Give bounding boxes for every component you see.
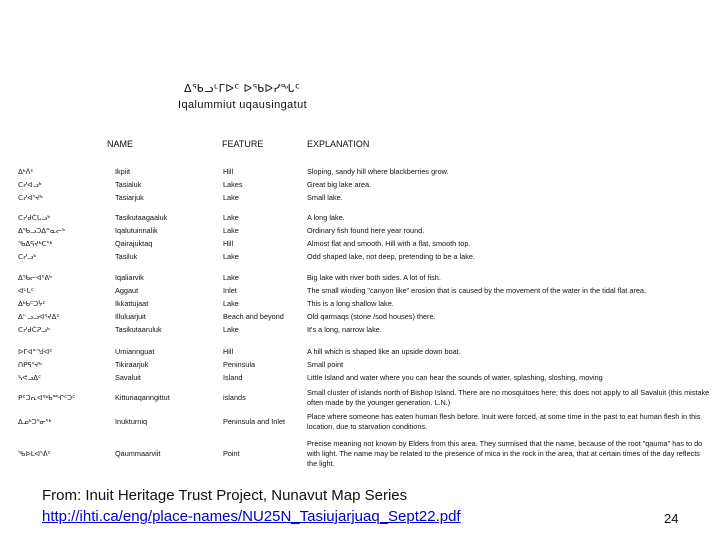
- cell-explanation: Great big lake area.: [307, 180, 372, 189]
- cell-syllabics: ᑕᓯᑯᑖᒐᓗᒃ: [18, 214, 51, 222]
- cell-name: Qairajuktaq: [115, 239, 153, 248]
- cell-name: Tikiraarjuk: [115, 360, 149, 369]
- cell-explanation: Precise meaning not known by Elders from this area. They surmised that the name, because of the root "qauma" has to do with light. The name may be related to the presence of mica in the rock in the area, that at certain times of the day reflects the light.: [307, 439, 703, 468]
- cell-feature: Beach and beyond: [223, 312, 284, 321]
- page-number: 24: [664, 511, 679, 526]
- cell-syllabics: ᐃᖃᓕᐊᕐᕕᒃ: [18, 274, 53, 282]
- cell-syllabics: ᑭᑦᑐᕆᐊᖅᑲᙱᑦᑐᑦ: [18, 394, 76, 402]
- cell-feature: Point: [223, 449, 240, 458]
- cell-feature: Peninsula: [223, 360, 256, 369]
- cell-syllabics: ᐃᒃᑲᑦᑐᔮᑦ: [18, 300, 46, 308]
- cell-feature: Lake: [223, 299, 239, 308]
- cell-name: Iqalutuinnalik: [115, 226, 158, 235]
- cell-explanation: A hill which is shaped like an upside down boat.: [307, 347, 461, 356]
- cell-feature: Hill: [223, 239, 234, 248]
- cell-explanation: A long lake.: [307, 213, 345, 222]
- cell-syllabics: ᖃᐃᕋᔪᒃᑕᖅ: [18, 240, 53, 248]
- cell-feature: Lake: [223, 226, 239, 235]
- cell-syllabics: ᑎᑭᕋᕐᔪᒃ: [18, 361, 42, 369]
- cell-syllabics: ᐃᓪᓗᓗᐊᕐᔪᐃᑦ: [18, 313, 60, 321]
- cell-explanation: Little Island and water where you can hear the sounds of water, splashing, sloshing, moving: [307, 373, 603, 382]
- cell-explanation: Big lake with river both sides. A lot of fish.: [307, 273, 441, 282]
- cell-explanation: Old qarmaqs (stone /sod houses) there.: [307, 312, 436, 321]
- cell-explanation: This is a long shallow lake.: [307, 299, 394, 308]
- cell-explanation: Odd shaped lake, not deep, pretending to be a lake.: [307, 252, 475, 261]
- cell-explanation: The small winding "canyon like" erosion that is caused by the movement of the water in the tidal flat area.: [307, 286, 646, 295]
- cell-feature: Hill: [223, 167, 234, 176]
- cell-syllabics: ᑕᓯᐊᓗᒃ: [18, 181, 42, 189]
- cell-feature: Lake: [223, 213, 239, 222]
- cell-feature: Peninsula and Inlet: [223, 417, 286, 426]
- cell-explanation: Sloping, sandy hill where blackberries grow.: [307, 167, 449, 176]
- cell-name: Inukturniq: [115, 417, 148, 426]
- cell-syllabics: ᑕᓯᑯᑖᕈᓗᒃ: [18, 326, 50, 334]
- cell-explanation: Almost flat and smooth. Hill with a flat, smooth top.: [307, 239, 471, 248]
- cell-explanation: Ordinary fish found here year round.: [307, 226, 425, 235]
- cell-feature: Lake: [223, 252, 239, 261]
- cell-syllabics: ᑕᓯᓗᒃ: [18, 253, 37, 261]
- cell-syllabics: ᓴᕙᓗᐃᑦ: [18, 374, 42, 382]
- cell-explanation: It's a long, narrow lake.: [307, 325, 382, 334]
- cell-name: Tasikutaaruluk: [115, 325, 162, 334]
- cell-name: Tasiluk: [115, 252, 138, 261]
- cell-explanation: Small cluster of islands north of Bishop Island. There are no mosquitoes here; this does not apply to all Savaluit (this mistake often made by the younger generation. L.N.): [307, 388, 710, 407]
- cell-feature: Inlet: [223, 286, 237, 295]
- header-feature: FEATURE: [222, 139, 264, 149]
- cell-name: Tasiarjuk: [115, 193, 144, 202]
- cell-name: Tasialuk: [115, 180, 142, 189]
- source-citation: From: Inuit Heritage Trust Project, Nunavut Map Series: [42, 487, 408, 504]
- cell-name: Umiannguat: [115, 347, 155, 356]
- cell-syllabics: ᑕᓯᐊᕐᔪᒃ: [18, 194, 43, 202]
- cell-name: Qaummaarviit: [115, 449, 161, 458]
- cell-name: Savaluit: [115, 373, 141, 382]
- cell-feature: Lake: [223, 193, 239, 202]
- cell-feature: Island: [223, 373, 243, 382]
- cell-explanation: Place where someone has eaten human flesh before. Inuit were forced, at some time in the past to eat human flesh in this location, due to starvation conditions.: [307, 412, 701, 431]
- cell-name: Tasikutaagaaluk: [115, 213, 168, 222]
- cell-name: Aggaut: [115, 286, 139, 295]
- source-link[interactable]: http://ihti.ca/eng/place-names/NU25N_Tasiujarjuaq_Sept22.pdf: [42, 508, 461, 525]
- cell-syllabics: ᐊᒡᒐᑦ: [18, 287, 34, 295]
- cell-syllabics: ᐃᖃᓗᑐᐃᓐᓇᓕᒃ: [18, 227, 65, 235]
- cell-feature: Lake: [223, 325, 239, 334]
- cell-explanation: Small lake.: [307, 193, 343, 202]
- cell-name: Kitturiaqanngittut: [115, 393, 170, 402]
- cell-feature: Lakes: [223, 180, 243, 189]
- cell-feature: Hill: [223, 347, 234, 356]
- cell-syllabics: ᐅᒥᐊᓐᖑᐊᑦ: [18, 348, 53, 356]
- title-romanized: Iqalummiut uqausingatut: [178, 99, 308, 111]
- cell-feature: islands: [223, 393, 246, 402]
- cell-syllabics: ᐃᓄᒃᑐᕐᓂᖅ: [18, 418, 52, 426]
- header-name: NAME: [107, 139, 134, 149]
- cell-name: Ikkattujaat: [115, 299, 149, 308]
- cell-feature: Lake: [223, 273, 239, 282]
- cell-syllabics: ᐃᒃᐲᑦ: [18, 168, 34, 176]
- cell-explanation: Small point: [307, 360, 344, 369]
- cell-name: Ikpiit: [115, 167, 131, 176]
- cell-syllabics: ᖃᐅᒪᐊᕐᕖᑦ: [18, 450, 51, 458]
- cell-name: Iqaliarvik: [115, 273, 144, 282]
- header-explanation: EXPLANATION: [307, 139, 370, 149]
- title-syllabics: ᐃᖃᓗᒻᒥᐅᑦ ᐅᖃᐅᓯᖓᑦ: [184, 82, 301, 95]
- cell-name: Illuluarjuit: [115, 312, 146, 321]
